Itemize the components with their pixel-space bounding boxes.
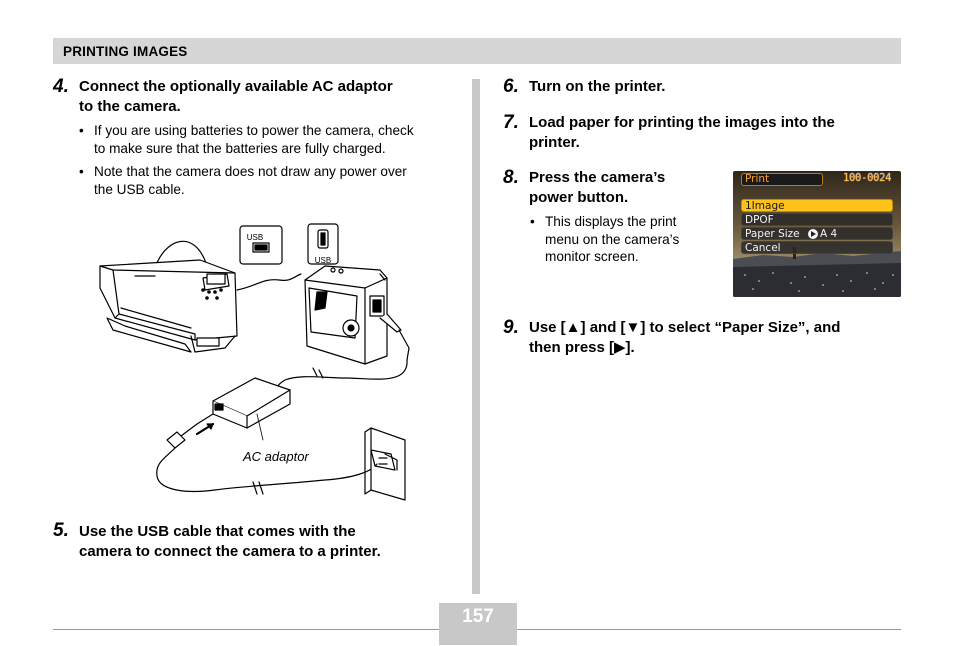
lcd-menu-item-paper-size[interactable] xyxy=(741,227,893,240)
usb-label-camera: USB xyxy=(314,256,332,265)
camera-lcd-screen xyxy=(733,171,901,297)
lcd-menu-item-1image[interactable] xyxy=(741,199,893,212)
play-arrow-icon xyxy=(808,229,818,239)
page-number-box xyxy=(439,603,517,645)
ac-adaptor-label: AC adaptor xyxy=(243,449,309,464)
step-4-bullet-1-line-2: to make sure that the batteries are fully charged. xyxy=(94,140,386,156)
lcd-menu-item-label: 1Image xyxy=(745,200,785,212)
step-9-text xyxy=(529,318,840,358)
step-4-line-2: to the camera. xyxy=(79,98,181,115)
lcd-menu-item-label: Cancel xyxy=(745,242,781,254)
lcd-menu-item-label: Paper Size xyxy=(745,228,800,240)
step-7-line-2: printer. xyxy=(529,134,580,151)
usb-label-printer: USB xyxy=(246,233,264,242)
section-title: PRINTING IMAGES xyxy=(63,44,188,59)
lcd-menu-title: Print xyxy=(741,173,823,186)
section-header xyxy=(53,38,901,64)
page-number: 157 xyxy=(462,606,494,627)
step-4-text xyxy=(79,77,393,117)
step-5-line-1: Use the USB cable that comes with the xyxy=(79,523,356,540)
step-5-number: 5. xyxy=(53,520,69,541)
connection-diagram xyxy=(95,218,420,503)
step-8-line-2: power button. xyxy=(529,189,629,206)
step-4-bullet-2-line-2: the USB cable. xyxy=(94,181,185,197)
step-5-line-2: camera to connect the camera to a printer. xyxy=(79,543,381,560)
step-4-bullet-2-line-1: Note that the camera does not draw any power over xyxy=(94,164,407,179)
step-7-text xyxy=(529,113,835,153)
step-6-line-1: Turn on the printer. xyxy=(529,78,666,95)
step-7-line-1: Load paper for printing the images into the xyxy=(529,114,835,131)
column-divider xyxy=(472,79,480,594)
step-6-number: 6. xyxy=(503,76,519,97)
step-4-number: 4. xyxy=(53,76,69,97)
step-8-bullet-1-line-1: This displays the print xyxy=(545,214,677,229)
step-4-line-1: Connect the optionally available AC adaptor xyxy=(79,78,393,95)
step-9-line-2: then press [▶]. xyxy=(529,339,635,356)
lcd-paper-size-value: A 4 xyxy=(820,228,838,240)
lcd-menu-item-dpof[interactable] xyxy=(741,213,893,226)
step-8-line-1: Press the camera’s xyxy=(529,169,666,186)
step-9-line-1: Use [▲] and [▼] to select “Paper Size”, and xyxy=(529,319,841,336)
step-9-number: 9. xyxy=(503,317,519,338)
step-8-bullet-1: • This displays the print menu on the camera’s monitor screen. xyxy=(530,214,680,264)
step-4-bullet-1-line-1: If you are using batteries to power the camera, check xyxy=(94,123,414,138)
step-8-number: 8. xyxy=(503,167,519,188)
step-5-text xyxy=(79,522,381,562)
step-8-bullet-1-line-3: monitor screen. xyxy=(545,249,639,264)
step-6-text xyxy=(529,77,665,97)
connection-illustration xyxy=(95,218,420,503)
step-8-text xyxy=(529,168,665,208)
step-4-bullet-1: • If you are using batteries to power the camera, check to make sure that the batteries are fully charged. xyxy=(79,123,414,156)
lcd-menu-item-cancel[interactable] xyxy=(741,241,893,254)
lcd-file-counter: 100-0024 xyxy=(843,172,892,184)
step-7-number: 7. xyxy=(503,112,519,133)
step-8-bullet-1-line-2: menu on the camera’s xyxy=(545,231,680,247)
step-4-bullet-2: • Note that the camera does not draw any power over the USB cable. xyxy=(79,164,407,197)
lcd-menu-item-label: DPOF xyxy=(745,214,774,226)
